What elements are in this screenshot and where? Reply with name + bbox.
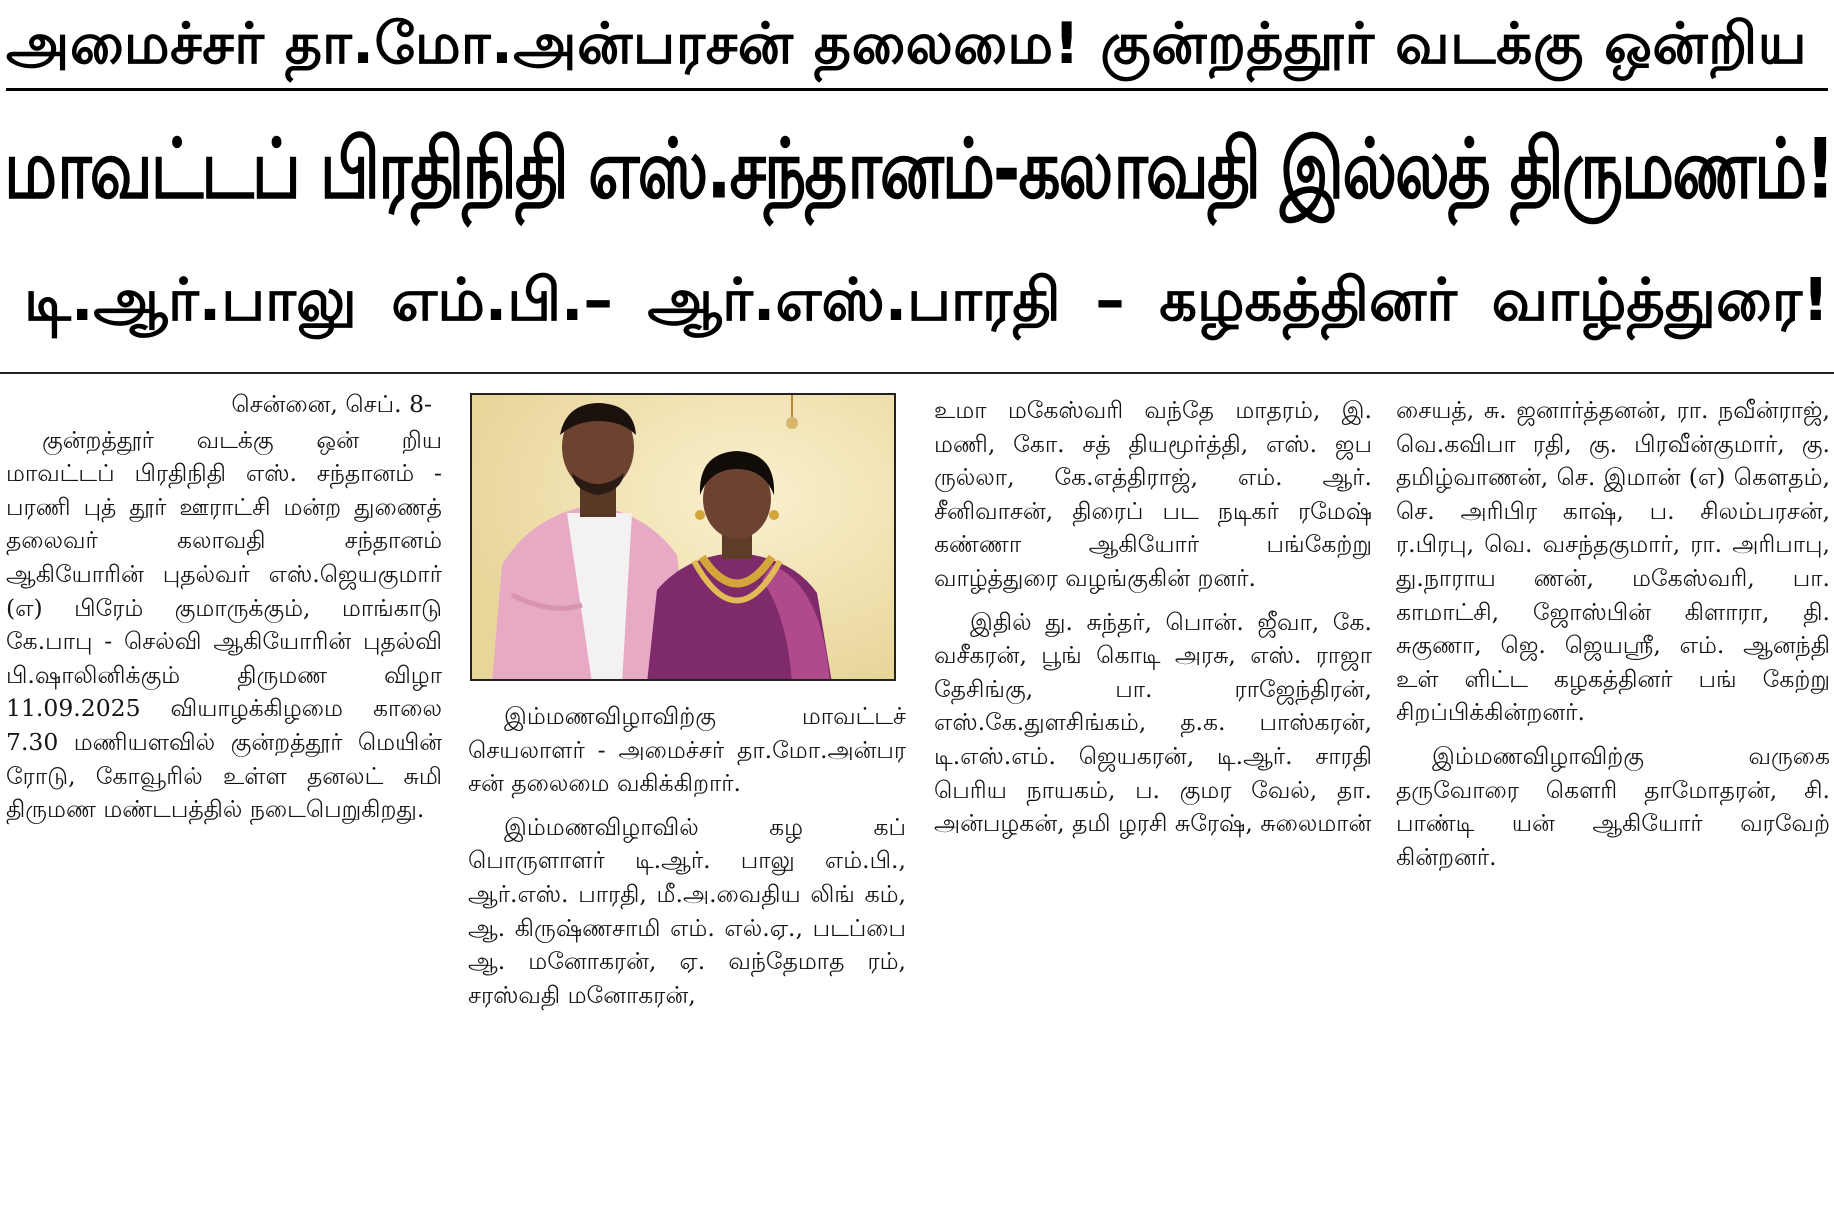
- couple-illustration: [472, 395, 896, 681]
- headline-divider: [6, 88, 1828, 91]
- article-divider: [0, 372, 1834, 374]
- article-column-1: [6, 388, 442, 1206]
- article-paragraph: சையத், சு. ஜனார்த்தனன், ரா. நவீன்ராஜ், வெ.கவிபா ரதி, கு. பிரவீன்குமார், கு. தமிழ்வாணன், செ. இமான் (எ) கௌதம், செ. அரிபிர காஷ், ப. சிலம்பரசன், ர.பிரபு, வெ. வசந்தகுமார், ரா. அரிபாபு, து.நாராய ணன், மகேஸ்வரி, பா. காமாட்சி, ஜோஸ்பின் கிளாரா, தி. சுகுணா, ஜெ. ஜெயஸ்ரீ, எம். ஆனந்தி உள் ளிட்ட கழகத்தினர் பங் கேற்று சிறப்பிக்கின்றனர்.: [1396, 396, 1830, 727]
- article-paragraph: குன்றத்தூர் வடக்கு ஒன் றிய மாவட்டப் பிரதிநிதி எஸ். சந்தானம் - பரணி புத் தூர் ஊராட்சி மன்ற துணைத் தலைவர் கலாவதி சந்தானம் ஆகியோரின் புதல்வர் எஸ்.ஜெயகுமார் (எ) பிரேம் குமாருக்கும், மாங்காடு கே.பாபு - செல்வி ஆகியோரின் புதல்வி பி.ஷாலினிக்கும் திருமண விழா 11.09.2025 வியாழக்கிழமை காலை 7.30 மணியளவில் குன்றத்தூர் மெயின் ரோடு, கோவூரில் உள்ள தனலட் சுமி திருமண மண்டபத்தில் நடைபெறுகிறது.: [6, 425, 442, 824]
- article-paragraph: இம்மணவிழாவிற்கு மாவட்டச் செயலாளர் - அமைச்சர் தா.மோ.அன்பர சன் தலைமை வகிக்கிறார்.: [468, 702, 906, 798]
- article-column-2: [468, 700, 906, 1206]
- article-paragraph: இதில் து. சுந்தர், பொன். ஜீவா, கே. வசீகரன், பூங் கொடி அரசு, எஸ். ராஜா தேசிங்கு, பா. ராஜேந்திரன், எஸ்.கே.துளசிங்கம், த.க. பாஸ்கரன், டி.எஸ்.எம். ஜெயகரன், டி.ஆர். சாரதி பெரிய நாயகம், ப. குமர வேல், தா. அன்பழகன், தமி ழரசி சுரேஷ், சுலைமான்: [934, 607, 1372, 838]
- wedding-couple-photo: [470, 393, 896, 681]
- article-column-4: [1396, 394, 1830, 1212]
- article-paragraph: இம்மணவிழாவில் கழ கப் பொருளாளர் டி.ஆர். பாலு எம்.பி., ஆர்.எஸ். பாரதி, மீ.அ.வைதிய லிங் கம், ஆ. கிருஷ்ணசாமி எம். எல்.ஏ., படப்பை ஆ. மனோகரன், ஏ. வந்தேமாத ரம், சரஸ்வதி மனோகரன்,: [468, 812, 906, 1009]
- article-paragraph: இம்மணவிழாவிற்கு வருகை தருவோரை கௌரி தாமோதரன், சி. பாண்டி யன் ஆகியோர் வரவேற் கின்றனர்.: [1396, 741, 1830, 871]
- article-paragraph: உமா மகேஸ்வரி வந்தே மாதரம், இ. மணி, கோ. சத் தியமூர்த்தி, எஸ். ஜப ருல்லா, கே.எத்திராஜ், எம். ஆர். சீனிவாசன், திரைப் பட நடிகர் ரமேஷ் கண்ணா ஆகியோர் பங்கேற்று வாழ்த்துரை வழங்குகின் றனர்.: [934, 396, 1372, 592]
- article-column-3: [934, 394, 1372, 1212]
- headline-line-3: டி.ஆர்.பாலு எம்.பி.– ஆர்.எஸ்.பாரதி – கழகத்தினர் வாழ்த்துரை!: [24, 265, 1830, 334]
- headline-line-1: அமைச்சர் தா.மோ.அன்பரசன் தலைமை! குன்றத்தூர் வடக்கு ஒன்றிய: [6, 11, 1808, 77]
- dateline: சென்னை, செப். 8-: [231, 390, 432, 418]
- headline-line-2: மாவட்டப் பிரதிநிதி எஸ்.சந்தானம்-கலாவதி இல்லத் திருமணம்!: [4, 121, 1834, 218]
